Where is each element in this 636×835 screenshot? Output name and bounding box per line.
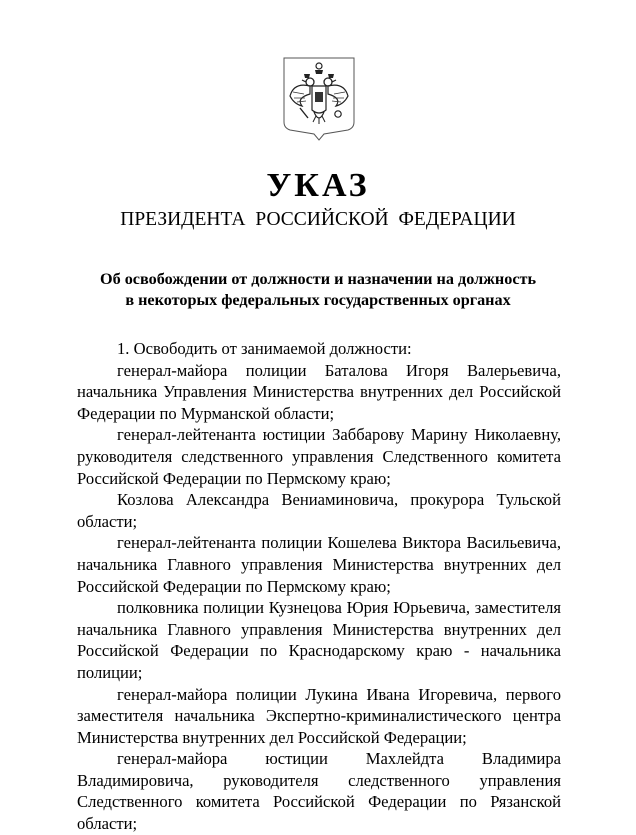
double-headed-eagle-icon [280, 52, 358, 142]
document-subtitle: ПРЕЗИДЕНТА РОССИЙСКОЙ ФЕДЕРАЦИИ [120, 209, 516, 230]
list-item: генерал-майора полиции Баталова Игоря Валерьевича, начальника Управления Министерства внутренних дел Российской Федерации по Мурманской области; [77, 360, 561, 423]
section-intro: 1. Освободить от занимаемой должности: [117, 339, 412, 358]
list-item: полковника полиции Кузнецова Юрия Юрьевича, заместителя начальника Главного управления Министерства внутренних дел Российской Федерации по Краснодарскому краю - начальника полиции; [77, 598, 561, 682]
heading-line-2: в некоторых федеральных государственных органах [125, 291, 511, 309]
list-item: генерал-майора полиции Лукина Ивана Игоревича, первого заместителя начальника Экспертно-криминалистического центра Министерства внутренних дел Российской Федерации; [77, 684, 561, 747]
list-item: генерал-лейтенанта полиции Кошелева Виктора Васильевича, начальника Главного управления Министерства внутренних дел Российской Федерации по Пермскому краю; [77, 533, 561, 596]
list-item: Козлова Александра Вениаминовича, прокурора Тульской области; [77, 490, 561, 531]
coat-of-arms-emblem [280, 52, 358, 142]
list-item: генерал-майора юстиции Махлейдта Владимира Владимировича, руководителя следственного управления Следственного комитета Российской Федерации по Рязанской области; [77, 749, 561, 834]
document-body [77, 338, 561, 835]
list-item: генерал-лейтенанта юстиции Заббарову Марину Николаевну, руководителя следственного управления Следственного комитета Российской Федерации по Пермскому краю; [77, 425, 561, 488]
heading-line-1: Об освобождении от должности и назначении на должность [99, 270, 537, 288]
document-heading [90, 269, 546, 311]
document-title: УКАЗ [266, 167, 370, 204]
